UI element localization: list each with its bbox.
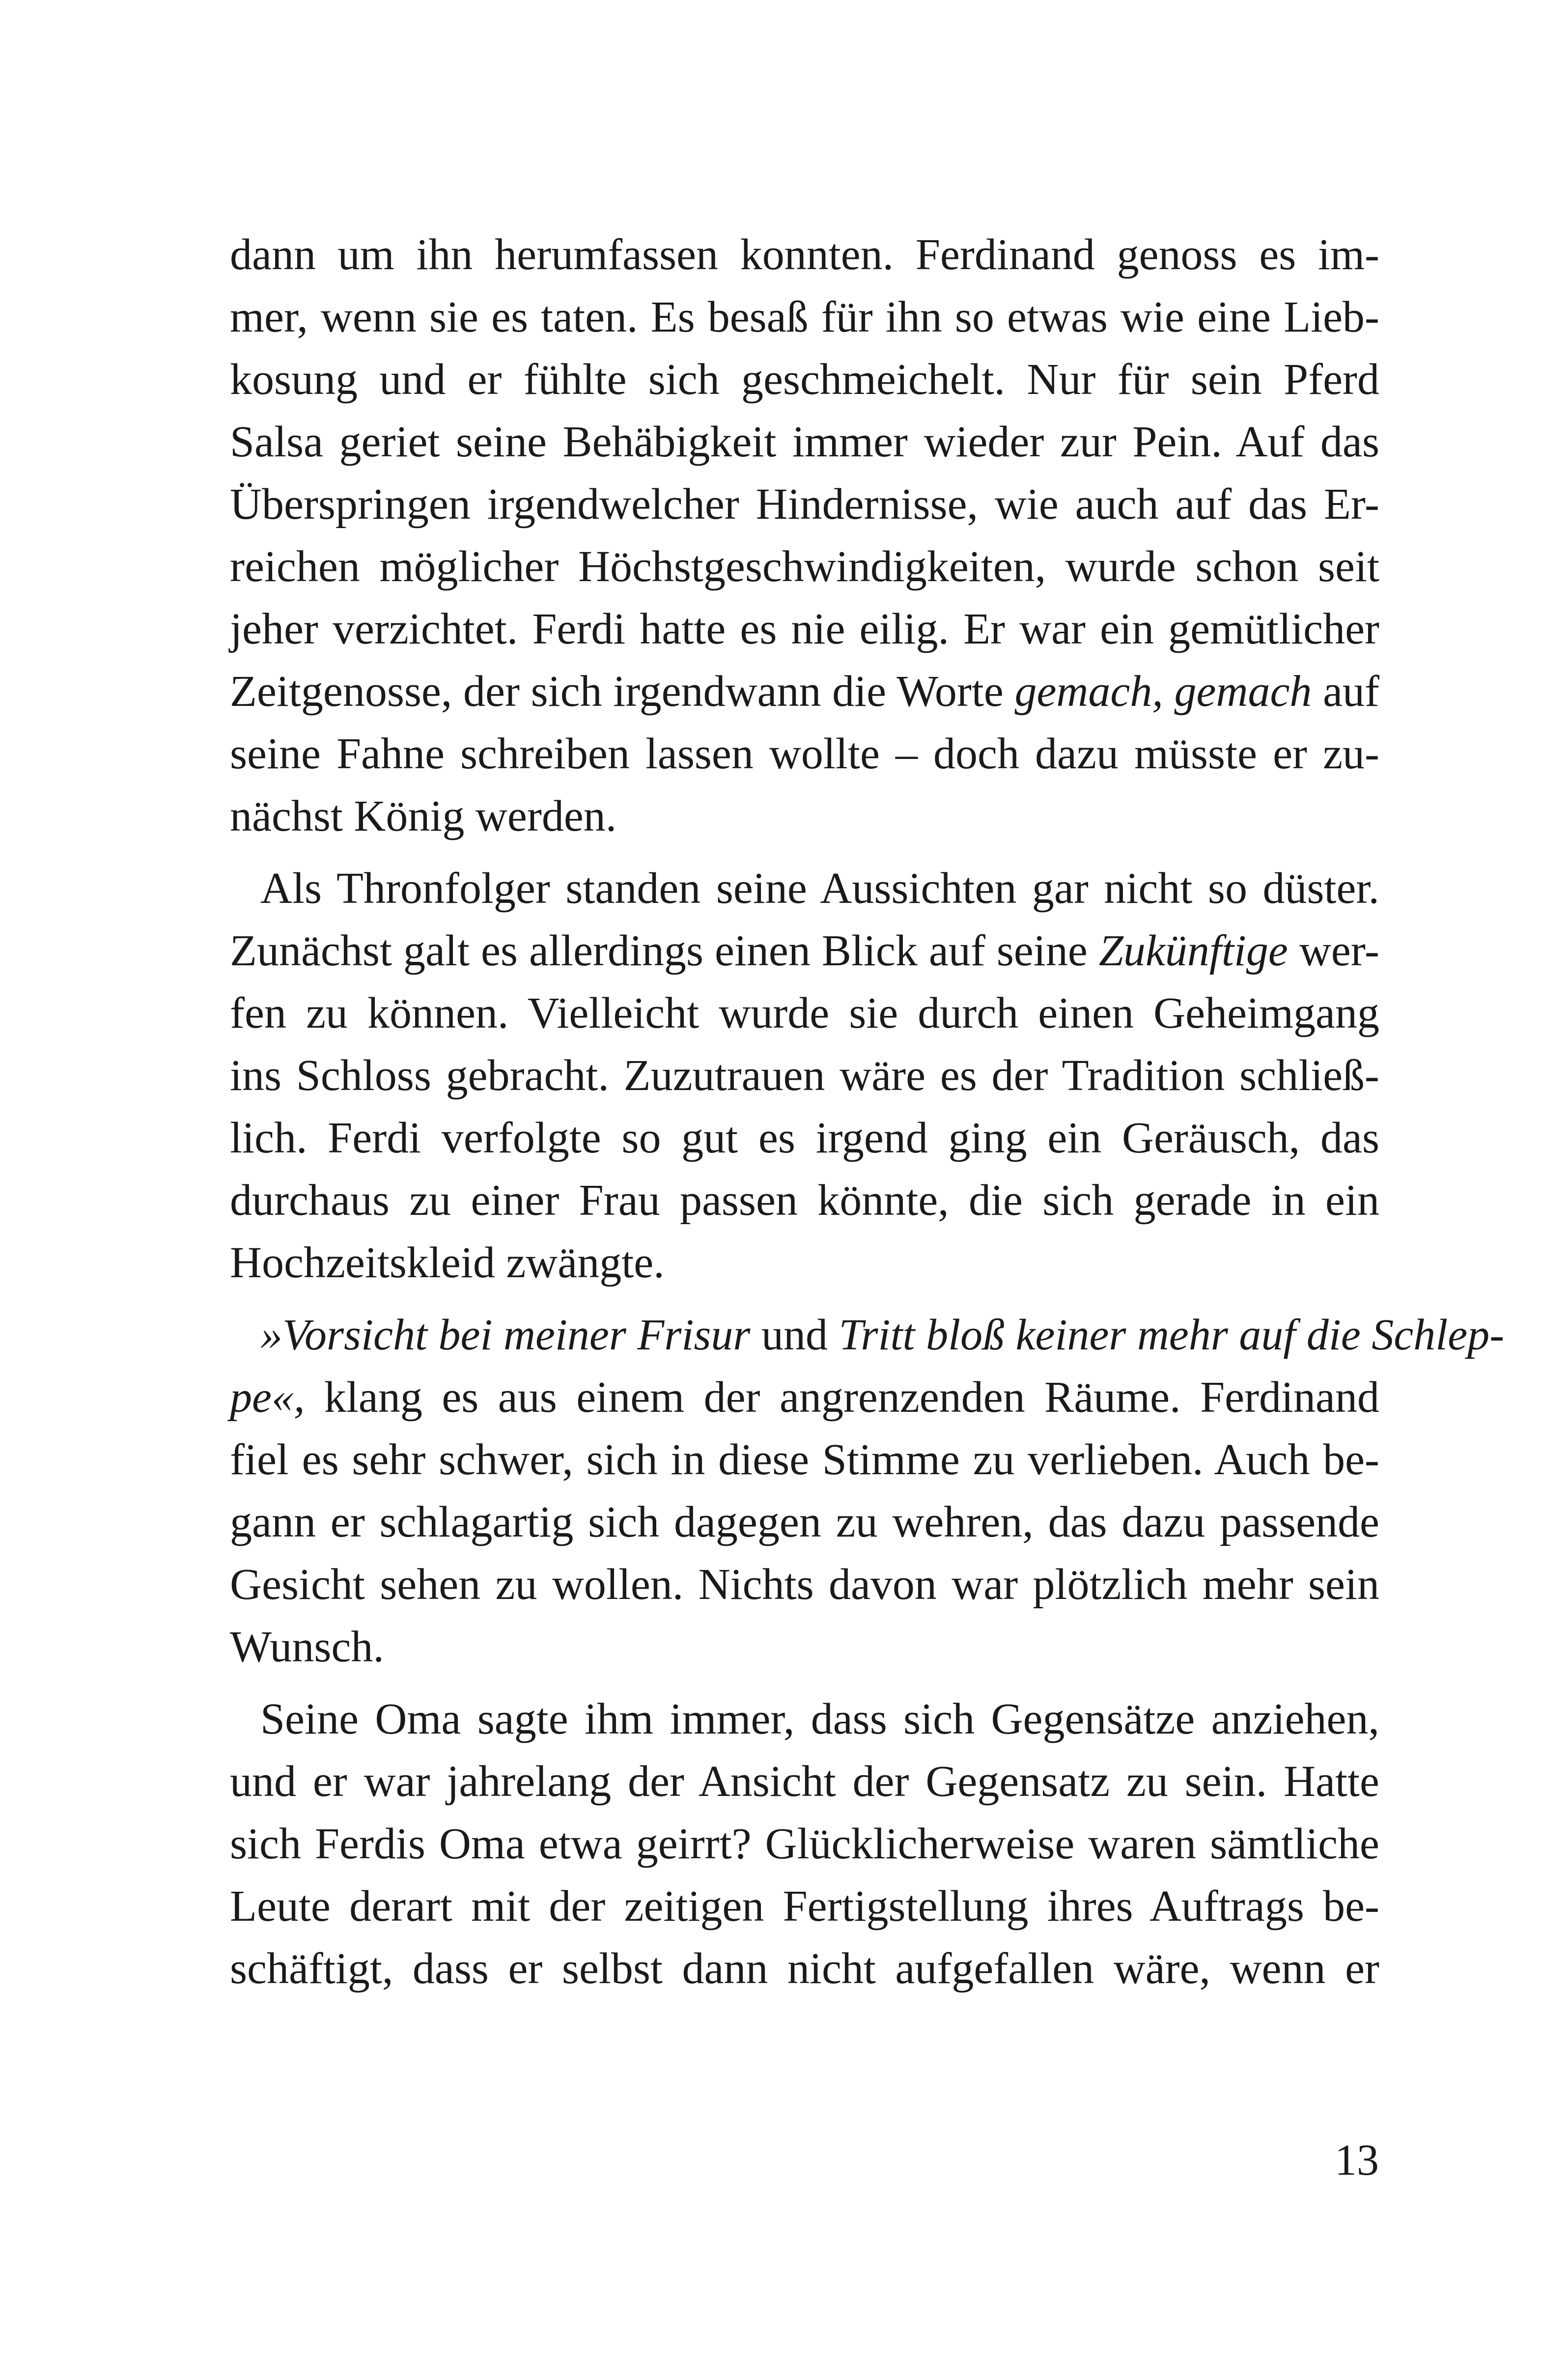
text-line: dann um ihn herumfassen konnten. Ferdinand genoss es im-: [230, 230, 1379, 279]
text-line: Leute derart mit der zeitigen Fertigstellung ihres Auftrags be-: [230, 1882, 1379, 1931]
text-line: lich. Ferdi verfolgte so gut es irgend ging ein Geräusch, das: [230, 1114, 1379, 1162]
text-line: nächst König werden.: [230, 792, 617, 841]
text-line: Wunsch.: [230, 1623, 384, 1671]
emphasis: gemach, gemach: [1014, 667, 1312, 716]
text-line: jeher verzichtet. Ferdi hatte es nie eilig. Er war ein gemütlicher: [230, 605, 1379, 653]
body-text: [230, 224, 1505, 2000]
text-line: schäftigt, dass er selbst dann nicht aufgefallen wäre, wenn er: [230, 1944, 1379, 1993]
emphasis: »Vorsicht bei meiner Frisur: [260, 1311, 751, 1359]
text-line: Überspringen irgendwelcher Hindernisse, wie auch auf das Er-: [230, 480, 1379, 529]
text-line: Zeitgenosse, der sich irgendwann die Worte gemach, gemach auf: [230, 667, 1379, 716]
text-line: mer, wenn sie es taten. Es besaß für ihn so etwas wie eine Lieb-: [230, 293, 1379, 341]
text-line: Salsa geriet seine Behäbigkeit immer wieder zur Pein. Auf das: [230, 418, 1379, 466]
text-line: pe«, klang es aus einem der angrenzenden Räume. Ferdinand: [230, 1373, 1379, 1422]
text-line: reichen möglicher Höchstgeschwindigkeiten, wurde schon seit: [230, 542, 1379, 591]
paragraph-1: [230, 224, 1379, 847]
text-line: seine Fahne schreiben lassen wollte – doch dazu müsste er zu-: [230, 729, 1379, 778]
paragraph-2: [230, 857, 1379, 1294]
paragraph-4: [230, 1688, 1379, 2000]
text-line: gann er schlagartig sich dagegen zu wehren, das dazu passende: [230, 1498, 1379, 1546]
page-number: 13: [1335, 2136, 1379, 2185]
text-line: fiel es sehr schwer, sich in diese Stimme zu verlieben. Auch be-: [230, 1435, 1379, 1484]
emphasis: Zukünftige: [1098, 926, 1288, 975]
emphasis: Tritt bloß keiner mehr auf die Schlep-: [839, 1311, 1505, 1359]
text-line: Hochzeitskleid zwängte.: [230, 1238, 665, 1287]
text-line: »Vorsicht bei meiner Frisur und Tritt bloß keiner mehr auf die Schlep-: [260, 1311, 1505, 1359]
text-line: kosung und er fühlte sich geschmeichelt. Nur für sein Pferd: [230, 355, 1379, 404]
text-line: Gesicht sehen zu wollen. Nichts davon war plötzlich mehr sein: [230, 1560, 1379, 1609]
text-line: Seine Oma sagte ihm immer, dass sich Gegensätze anziehen,: [260, 1695, 1379, 1743]
text-line: durchaus zu einer Frau passen könnte, die sich gerade in ein: [230, 1176, 1379, 1225]
text-line: sich Ferdis Oma etwa geirrt? Glücklicherweise waren sämtliche: [230, 1820, 1379, 1868]
text-line: ins Schloss gebracht. Zuzutrauen wäre es der Tradition schließ-: [230, 1051, 1379, 1100]
text-line: Als Thronfolger standen seine Aussichten gar nicht so düster.: [260, 864, 1379, 913]
text-line: fen zu können. Vielleicht wurde sie durch einen Geheimgang: [230, 989, 1379, 1037]
text-line: und er war jahrelang der Ansicht der Gegensatz zu sein. Hatte: [230, 1757, 1379, 1806]
emphasis: pe«,: [230, 1373, 305, 1422]
text-line: Zunächst galt es allerdings einen Blick auf seine Zukünftige wer-: [230, 926, 1379, 975]
paragraph-3: [230, 1304, 1505, 1678]
